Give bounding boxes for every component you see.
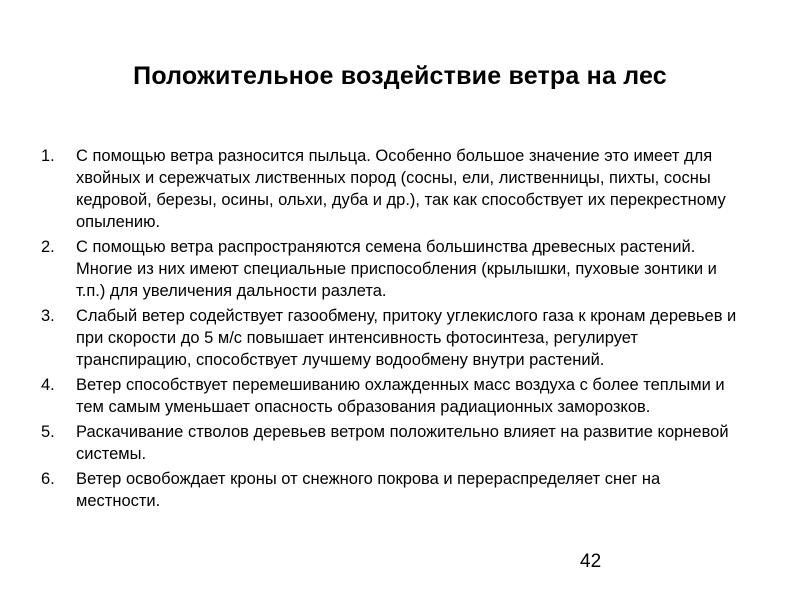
list-item-number: 6.: [41, 470, 55, 488]
page-number: 42: [580, 551, 602, 572]
list-item-number: 3.: [41, 307, 55, 325]
list-item-number: 5.: [41, 423, 55, 441]
list-item-text: Ветер способствует перемешиванию охлажденных масс воздуха с более теплыми и тем самым уменьшает опасность образования радиационных заморозков.: [76, 376, 725, 416]
list-item-text: Слабый ветер содействует газообмену, притоку углекислого газа к кронам деревьев и при скорости до 5 м/с повышает интенсивность фотосинтеза, регулирует транспирацию, способствует лучшему водообмену внутри растений.: [76, 307, 737, 369]
slide-title: Положительное воздействие ветра на лес: [133, 62, 667, 90]
list-item: [41, 374, 741, 418]
list-item-text: Ветер освобождает кроны от снежного покрова и перераспределяет снег на местности.: [76, 470, 661, 510]
list-item: [41, 421, 741, 465]
list-item-number: 2.: [41, 238, 55, 256]
list-item: [41, 145, 741, 233]
list-item-text: Раскачивание стволов деревьев ветром положительно влияет на развитие корневой системы.: [76, 423, 729, 463]
list-item-text: С помощью ветра распространяются семена большинства древесных растений. Многие из них имеют специальные приспособления (крылышки, пуховые зонтики и т.п.) для увеличения дальности разлета.: [76, 238, 717, 300]
effects-list: [41, 145, 741, 515]
list-item-text: С помощью ветра разносится пыльца. Особенно большое значение это имеет для хвойных и сережчатых лиственных пород (сосны, ели, лиственницы, пихты, сосны кедровой, березы, осины, ольхи, дуба и др.), так как способствует их перекрестному опылению.: [76, 147, 726, 231]
list-item-number: 1.: [41, 147, 55, 165]
list-item-number: 4.: [41, 376, 55, 394]
list-item: [41, 305, 741, 371]
list-item: [41, 468, 741, 512]
list-item: [41, 236, 741, 302]
